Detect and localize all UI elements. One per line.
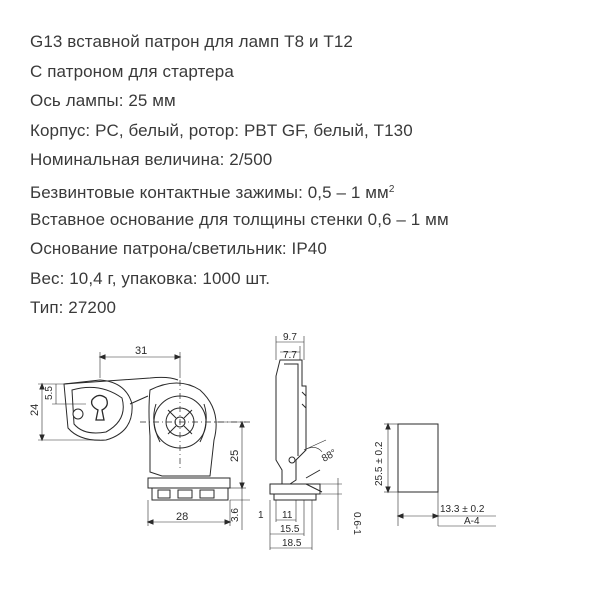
spec-weight: Вес: 10,4 г, упаковка: 1000 шт.	[30, 268, 271, 288]
dim-side-angle: 88°	[320, 447, 339, 465]
dim-front-axis: 25	[229, 449, 241, 462]
dim-side-base-11: 11	[282, 510, 293, 521]
spec-clamps-text: Безвинтовые контактные зажимы: 0,5 – 1 мм	[30, 182, 389, 202]
spec-list	[30, 27, 590, 323]
dim-front-width: 31	[135, 345, 148, 357]
dim-cutout-width: 13.3 ± 0.2	[440, 504, 485, 515]
dim-side-base-18: 18.5	[282, 538, 302, 549]
side-view	[270, 336, 342, 550]
dim-side-wall: 0.6-1	[351, 512, 362, 535]
dim-front-offset: 5.5	[44, 386, 55, 400]
dim-side-base-15: 15.5	[280, 524, 300, 535]
spec-clamps-sup: 2	[388, 183, 395, 195]
spec-housing: Корпус: PC, белый, ротор: PBT GF, белый, T130	[30, 120, 413, 140]
dim-front-base-width: 28	[176, 511, 189, 523]
dim-front-height: 24	[29, 403, 41, 416]
technical-drawing	[0, 320, 600, 560]
spec-lamp-axis: Ось лампы: 25 мм	[30, 91, 176, 111]
dim-side-top-outer: 9.7	[283, 332, 297, 343]
dim-cutout-height: 25.5 ± 0.2	[374, 441, 385, 486]
dim-side-base-1: 1	[258, 510, 264, 521]
spec-title: G13 вставной патрон для ламп T8 и T12	[30, 32, 353, 51]
front-view	[38, 352, 250, 530]
dim-side-top-inner: 7.7	[283, 350, 297, 361]
spec-clamps	[30, 175, 590, 205]
spec-wall-thickness: Вставное основание для толщины стенки 0,6 – 1 мм	[30, 209, 449, 229]
dim-cutout-label: A-4	[464, 516, 480, 527]
dim-front-base-height: 3.6	[230, 508, 241, 522]
spec-rating: Номинальная величина: 2/500	[30, 150, 273, 170]
spec-starter: С патроном для стартера	[30, 61, 234, 81]
spec-ip-rating: Основание патрона/светильник: IP40	[30, 239, 327, 259]
spec-type: Тип: 27200	[30, 298, 117, 318]
